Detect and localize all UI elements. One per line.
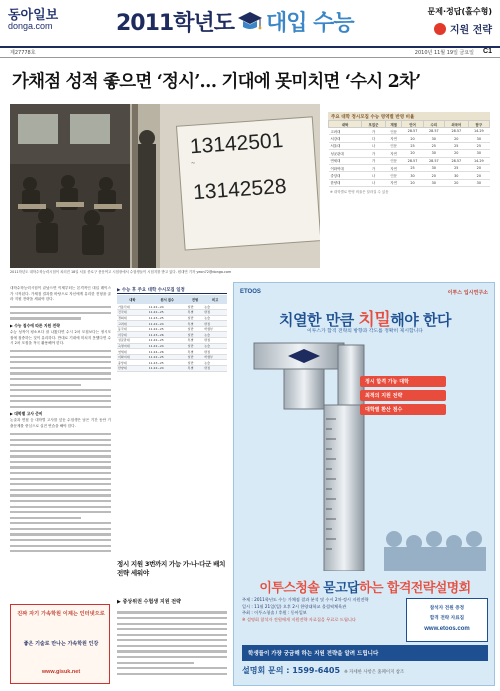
table-header: 계열 [385, 121, 402, 128]
etoos-logo: ETOOS [240, 289, 261, 295]
schedule-cell: 일반 [187, 304, 204, 310]
ad-side-line1: 참석자 전원 증정 [429, 606, 465, 611]
table-cell: 나 [362, 172, 386, 179]
schedule-cell: 논술 [203, 304, 227, 310]
table-cell: 14.29 [468, 157, 489, 164]
schedule-header: 원서 접수 [148, 295, 187, 304]
section-title-year: 2011학년도 [116, 10, 234, 36]
article-paragraph: 수능 성적이 평소보다 잘 나왔다면 수시 2차 모집보다는 정시모집에 집중하는 것이 유리하다. 반대로 기대에 미치지 못했다면 수시 2차 모집을 적극 활용해야 한다. [10, 329, 111, 346]
schedule-cell: 논술 [203, 343, 227, 349]
seat-number-bottom: 13142528 [192, 174, 288, 205]
schedule-cell: 경희대 [117, 315, 148, 321]
seminar-topic: 주제 : 2011학년도 수능 가채점 결과 분석 및 수시 2차·정시 지원전략 [242, 597, 369, 602]
schedule-title: ▶ 수능 후 주요 대학 수시모집 일정 [117, 286, 227, 294]
table-cell: 20 [402, 135, 423, 142]
seminar-title-pre: 이투스청솔 [259, 581, 324, 596]
seminar-info [242, 597, 402, 623]
table-cell: 20 [468, 164, 489, 171]
ad-headline-emphasis: 치밀 [358, 310, 391, 330]
etoos-ad[interactable] [233, 282, 495, 686]
ad-subheading: 이투스가 합격 전략의 방향과 각도를 정확히 제시합니다 [307, 329, 423, 334]
schedule-cell: 일반 [187, 332, 204, 338]
dateline [0, 46, 500, 58]
schedule-cell: 이화여대 [117, 354, 148, 360]
contact-note: ※ 자세한 사항은 홈페이지 참조 [344, 670, 405, 675]
schedule-cell: 11.22~24 [148, 366, 187, 372]
schedule-cell: 면접 [203, 349, 227, 355]
schedule-cell: 11.22~25 [148, 338, 187, 344]
schedule-cell: 11.24~26 [148, 349, 187, 355]
table-cell: 30 [468, 179, 489, 186]
schedule-cell: 면접 [203, 321, 227, 327]
seminar-contact [242, 665, 488, 676]
table-cell-university: 성균관대 [329, 150, 362, 157]
schedule-header: 비고 [203, 295, 227, 304]
section-title [116, 6, 354, 36]
schedule-cell: 학생부 [203, 354, 227, 360]
table-cell-university: 고려대 [329, 128, 362, 135]
table-cell: 20 [444, 135, 468, 142]
masthead [0, 0, 500, 44]
masthead-contents [428, 6, 492, 36]
susi-schedule-table [117, 286, 227, 556]
table-header: 외국어 [444, 121, 468, 128]
table-cell: 가 [362, 128, 386, 135]
schedule-header: 대학 [117, 295, 148, 304]
schedule-cell: 면접 [203, 310, 227, 316]
academy-ad-line2: 좋은 기술로 만나는 가속학원 인강 [23, 641, 99, 647]
schedule-cell: 한양대 [117, 366, 148, 372]
table-cell-university: 한양대 [329, 179, 362, 186]
ad-side-box[interactable] [406, 598, 488, 642]
table-cell: 나 [362, 142, 386, 149]
table-cell: 다 [362, 135, 386, 142]
academy-ad-url[interactable]: www.gisuk.net [41, 669, 81, 675]
table-header: 수리 [423, 121, 444, 128]
schedule-cell: 연세대 [117, 349, 148, 355]
table-header: 언어 [402, 121, 423, 128]
ad-headline-pre: 치열한 만큼 [279, 311, 359, 329]
page-number: C1 [483, 48, 492, 55]
table-cell: 30 [402, 172, 423, 179]
table-cell: 20 [402, 150, 423, 157]
table-cell-university: 이화여대 [329, 164, 362, 171]
section-title-sub: 대입 수능 [266, 10, 354, 36]
table-row [329, 128, 490, 135]
newspaper-site[interactable]: donga.com [8, 21, 53, 31]
schedule-cell: 11.23~25 [148, 360, 187, 366]
contents-line-2: 지원 전략 [449, 25, 492, 36]
table-cell: 30 [468, 150, 489, 157]
table-cell: 나 [362, 179, 386, 186]
graduation-cap-icon [237, 10, 263, 32]
article-paragraph: 대학수학능력시험이 끝났으면 이제부터는 본격적인 대입 레이스가 시작된다. 가채점 결과를 바탕으로 자신에게 유리한 전형을 골라 지원 전략을 세워야 한다. [10, 286, 111, 302]
photo-caption: 2011학년도 대학수학능력시험이 치러진 18일 서울 종로구 풍문여고 시험장에서 수험생들이 시험지를 받고 있다. 원대연 기자 yeon72@donga.com [10, 270, 232, 274]
schedule-cell: 일반 [187, 315, 204, 321]
table-cell: 자연 [385, 179, 402, 186]
schedule-cell: 논술 [203, 332, 227, 338]
table-note: ※ 대학별로 반영 비율은 달라질 수 있음 [330, 190, 389, 195]
table-cell: 25 [402, 142, 423, 149]
article-subheading: ▶ 대학별 고사 준비 [10, 411, 43, 417]
schedule-cell: 논술 [203, 360, 227, 366]
schedule-cell: 성균관대 [117, 338, 148, 344]
table-cell: 28.57 [423, 128, 444, 135]
table-row [329, 150, 490, 157]
table-cell: 20 [402, 179, 423, 186]
table-row [329, 157, 490, 164]
schedule-cell: 면접 [203, 338, 227, 344]
table-cell: 30 [444, 172, 468, 179]
article-column-left [10, 286, 111, 598]
table-cell-university: 중앙대 [329, 172, 362, 179]
schedule-cell: 11.22~25 [148, 310, 187, 316]
svg-text:~: ~ [190, 160, 196, 168]
table-row [329, 179, 490, 186]
table-cell: 25 [444, 142, 468, 149]
ad-feature-tag: 최적의 지원 전략 [360, 390, 446, 401]
table-cell-university: 서울대 [329, 142, 362, 149]
table-row [329, 135, 490, 142]
schedule-cell: 중앙대 [117, 360, 148, 366]
schedule-cell: 11.22~25 [148, 326, 187, 332]
issue-number: 제27778호 [10, 50, 36, 56]
table-cell: 자연 [385, 150, 402, 157]
table-cell: 20 [423, 172, 444, 179]
table-cell-university: 연세대 [329, 157, 362, 164]
table-cell: 20 [444, 150, 468, 157]
seminar-title-emphasis: 묻고답 [323, 581, 360, 596]
schedule-cell: 건국대 [117, 310, 148, 316]
academy-ad[interactable] [10, 604, 110, 684]
table-cell: 인문 [385, 128, 402, 135]
seminar-title-post: 하는 합격전략설명회 [359, 581, 471, 596]
schedule-cell: 서강대 [117, 332, 148, 338]
table-header: 대학 [329, 121, 362, 128]
issue-date: 2010년 11월 19일 금요일 [414, 50, 474, 56]
schedule-cell: 특별 [187, 338, 204, 344]
schedule-cell: 동국대 [117, 326, 148, 332]
schedule-cell: 특별 [187, 366, 204, 372]
table-cell: 자연 [385, 164, 402, 171]
schedule-cell: 면접 [203, 366, 227, 372]
table-cell: 20 [468, 172, 489, 179]
schedule-cell: 숙명여대 [117, 343, 148, 349]
table-cell: 30 [468, 135, 489, 142]
ad-side-line2: 합격 전략 자료집 [429, 616, 465, 621]
seminar-title [234, 577, 495, 596]
schedule-cell: 11.23~25 [148, 315, 187, 321]
caliper-icon [244, 339, 486, 571]
schedule-cell: 논술 [203, 315, 227, 321]
table-cell: 인문 [385, 142, 402, 149]
table-cell: 25 [402, 164, 423, 171]
contact-phone[interactable]: 1599-6405 [292, 666, 341, 675]
schedule-cell: 일반 [187, 343, 204, 349]
article-subheading: ▶ 수능 점수에 따른 지원 전략 [10, 322, 60, 328]
headline[interactable]: 가채점 성적 좋으면 ‘정시’… 기대에 못미치면 ‘수시 2차’ [12, 72, 421, 92]
table-cell: 인문 [385, 172, 402, 179]
table-cell: 28.57 [402, 157, 423, 164]
table-cell: 인문 [385, 157, 402, 164]
table-cell: 20 [444, 179, 468, 186]
schedule-row [117, 366, 227, 372]
contact-label: 설명회 문의 : [242, 666, 293, 675]
schedule-cell: 특별 [187, 349, 204, 355]
seminar-note: ※ 설명회 참석자 전원에게 지원전략 자료집을 무료로 드립니다 [242, 616, 356, 622]
table-cell: 28.57 [423, 157, 444, 164]
table-cell: 30 [423, 150, 444, 157]
seminar-datetime: 일시 : 11월 21일(일) 오후 2시 한양대학교 올림픽체육관 [242, 603, 347, 609]
schedule-cell: 고려대 [117, 321, 148, 327]
ad-info-bar: 학생들이 가장 궁금해 하는 지원 전략을 알려 드립니다 [242, 645, 488, 661]
table-cell: 14.29 [468, 128, 489, 135]
etoos-logo-sub: 이투스 입시연구소 [447, 290, 488, 296]
table-cell: 30 [423, 164, 444, 171]
schedule-cell: 특별 [187, 321, 204, 327]
table-cell: 25 [444, 164, 468, 171]
ad-headline-post: 해야 한다 [390, 311, 451, 329]
schedule-cell: 11.23~26 [148, 332, 187, 338]
table-cell: 25 [423, 142, 444, 149]
table-cell: 25 [468, 142, 489, 149]
schedule-cell: 일반 [187, 326, 204, 332]
schedule-cell: 학생부 [203, 326, 227, 332]
table-cell-university: 서강대 [329, 135, 362, 142]
table-cell: 28.57 [402, 128, 423, 135]
ad-feature-tag: 대학별 환산 점수 [360, 404, 446, 415]
table-row [329, 164, 490, 171]
ad-feature-tags [360, 376, 446, 415]
seminar-organizer: 주최 : 이투스청솔 / 후원 : 동아일보 [242, 610, 307, 616]
schedule-cell: 11.22~24 [148, 321, 187, 327]
table-row [329, 142, 490, 149]
table-header: 탐구 [468, 121, 489, 128]
table-cell: 28.57 [444, 157, 468, 164]
table-cell: 자연 [385, 135, 402, 142]
contents-line-1: 문제·정답(홀수형) [427, 7, 492, 16]
table-cell: 28.57 [444, 128, 468, 135]
schedule-header: 전형 [187, 295, 204, 304]
schedule-cell: 11.22~25 [148, 354, 187, 360]
schedule-cell: 11.22~24 [148, 304, 187, 310]
table-row [329, 172, 490, 179]
table-title: 주요 대학 정시모집 수능 영역별 반영 비율 [328, 112, 490, 120]
schedule-cell: 일반 [187, 360, 204, 366]
table-header: 모집군 [362, 121, 386, 128]
table-cell: 가 [362, 157, 386, 164]
academy-ad-line1: 진짜 자기 가속학원 이제는 인터넷으로 [17, 611, 105, 617]
table-cell: 가 [362, 150, 386, 157]
article-paragraph: 논술과 면접 등 대학별 고사를 앞둔 수험생은 남은 기간 동안 기출문제를 중심으로 실전 연습을 해야 한다. [10, 418, 111, 429]
newspaper-logo[interactable]: 동아일보 [8, 8, 59, 23]
table-cell: 가 [362, 164, 386, 171]
ad-side-url[interactable]: www.etoos.com [424, 626, 470, 632]
table-cell: 30 [423, 135, 444, 142]
article-subheading: ▶ 중상위권 수험생 지원 전략 [117, 599, 181, 605]
ad-feature-tag: 정시 합격 가능 대학 [360, 376, 446, 387]
bullet-icon [434, 23, 446, 35]
article-column-mid [117, 608, 227, 684]
schedule-cell: 가톨릭대 [117, 304, 148, 310]
article-headline[interactable]: 정시 지원 3번까지 가능 가·나·다군 배치 전략 세워야 [117, 560, 226, 577]
schedule-cell: 특별 [187, 310, 204, 316]
schedule-cell: 일반 [187, 354, 204, 360]
table-cell: 30 [423, 179, 444, 186]
seat-number-top: 13142501 [189, 128, 285, 159]
schedule-cell: 11.22~24 [148, 343, 187, 349]
exam-hall-photo[interactable] [10, 104, 320, 268]
